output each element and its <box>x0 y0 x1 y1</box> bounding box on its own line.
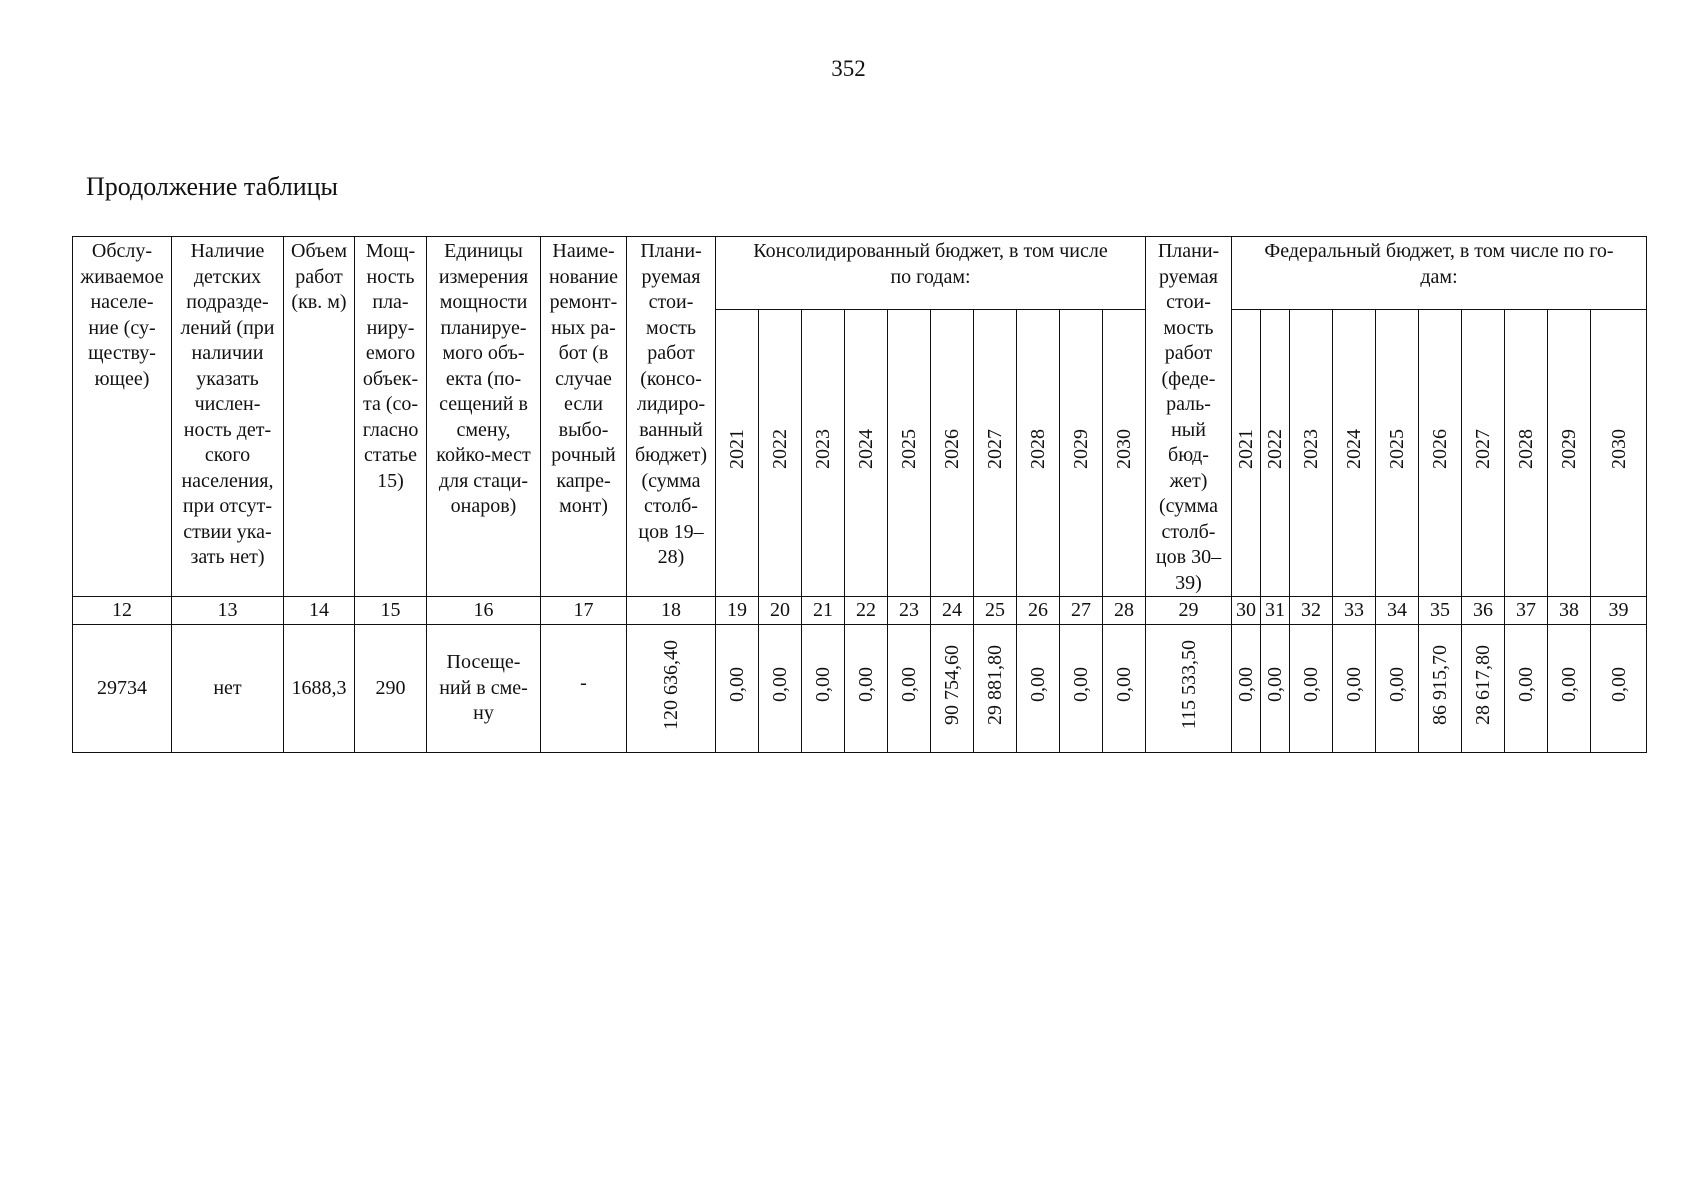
cell-consolidated-year <box>1060 625 1103 753</box>
column-number: 34 <box>1376 597 1419 625</box>
column-number: 25 <box>974 597 1017 625</box>
header-consolidated-year <box>1060 310 1103 597</box>
header-consolidated-total-text: Плани- руемая стои- мость работ (консо- лидиро- ванный бюджет) (сумма столб- цов 19– 28) <box>634 240 708 568</box>
header-children-units-text: Наличие детских подразде- лений (при наличии указать числен- ность дет- ского населения, при отсут- ствии ука- зать нет) <box>180 240 275 568</box>
header-consolidated-group-text: Консолидированный бюджет, в том числе по годам: <box>753 240 1108 288</box>
header-consolidated-year <box>845 310 888 597</box>
year-label: 2025 <box>1386 429 1408 470</box>
header-federal-total <box>1146 237 1232 597</box>
cell-capacity-units-text: Посеще- ний в сме- ну <box>439 651 528 725</box>
header-consolidated-year <box>1103 310 1146 597</box>
column-number-row <box>73 597 1647 625</box>
header-consolidated-year <box>759 310 802 597</box>
header-population-text: Обслу- живаемое населе- ние (су- ществу- ющее) <box>80 240 164 390</box>
column-number: 18 <box>627 597 716 625</box>
amount-value: 29 881,80 <box>984 644 1006 725</box>
year-label: 2027 <box>1472 429 1494 470</box>
header-federal-year <box>1290 310 1333 597</box>
amount-value: 0,00 <box>1070 667 1092 703</box>
year-label: 2026 <box>941 429 963 470</box>
column-number: 33 <box>1333 597 1376 625</box>
cell-consolidated-year <box>974 625 1017 753</box>
column-number: 21 <box>802 597 845 625</box>
column-number: 26 <box>1017 597 1060 625</box>
cell-consolidated-total <box>627 625 716 753</box>
column-number: 16 <box>427 597 541 625</box>
header-federal-group <box>1232 237 1647 310</box>
header-federal-year <box>1376 310 1419 597</box>
year-label: 2021 <box>726 429 748 470</box>
column-number: 32 <box>1290 597 1333 625</box>
column-number: 20 <box>759 597 802 625</box>
cell-federal-year <box>1505 625 1548 753</box>
amount-value: 0,00 <box>769 667 791 703</box>
header-federal-year <box>1505 310 1548 597</box>
year-label: 2023 <box>1300 429 1322 470</box>
amount-value: 0,00 <box>1235 667 1257 703</box>
column-number: 28 <box>1103 597 1146 625</box>
header-consolidated-year <box>716 310 759 597</box>
cell-federal-year <box>1419 625 1462 753</box>
year-label: 2023 <box>812 429 834 470</box>
column-number: 36 <box>1462 597 1505 625</box>
cell-consolidated-year <box>888 625 931 753</box>
cell-volume: 1688,3 <box>284 625 355 753</box>
header-volume <box>284 237 355 597</box>
year-label: 2025 <box>898 429 920 470</box>
year-label: 2028 <box>1515 429 1537 470</box>
table-caption: Продолжение таблицы <box>86 172 338 201</box>
cell-consolidated-year <box>759 625 802 753</box>
cell-capacity-units <box>427 625 541 753</box>
amount-value: 0,00 <box>855 667 877 703</box>
year-label: 2021 <box>1235 429 1257 470</box>
cell-federal-year <box>1232 625 1261 753</box>
amount-value: 0,00 <box>1515 667 1537 703</box>
cell-federal-year <box>1548 625 1591 753</box>
column-number: 15 <box>355 597 427 625</box>
amount-value: 0,00 <box>1558 667 1580 703</box>
column-number: 38 <box>1548 597 1591 625</box>
header-federal-total-text: Плани- руемая стои- мость работ (феде- раль- ный бюд- жет) (сумма столб- цов 30– 39) <box>1155 240 1222 594</box>
header-capacity-units-text: Единицы измерения мощности планируе- мого объ- екта (по- сещений в смену, койко-мест для стаци- онаров) <box>436 240 531 517</box>
year-label: 2022 <box>1264 429 1286 470</box>
year-label: 2024 <box>1343 429 1365 470</box>
header-row-1 <box>73 237 1647 310</box>
amount-value: 0,00 <box>898 667 920 703</box>
header-repair-name <box>541 237 627 597</box>
column-number: 39 <box>1591 597 1647 625</box>
cell-federal-year <box>1462 625 1505 753</box>
cell-federal-year <box>1591 625 1647 753</box>
header-consolidated-group <box>716 237 1146 310</box>
amount-value: 0,00 <box>1027 667 1049 703</box>
cell-capacity: 290 <box>355 625 427 753</box>
column-number: 14 <box>284 597 355 625</box>
page-number: 352 <box>831 56 866 81</box>
year-label: 2029 <box>1558 429 1580 470</box>
federal-total-value: 115 533,50 <box>1177 640 1200 730</box>
cell-consolidated-year <box>1017 625 1060 753</box>
column-number: 31 <box>1261 597 1290 625</box>
cell-federal-year <box>1290 625 1333 753</box>
year-label: 2028 <box>1027 429 1049 470</box>
header-consolidated-year <box>888 310 931 597</box>
column-number: 29 <box>1146 597 1232 625</box>
column-number: 24 <box>931 597 974 625</box>
cell-consolidated-year <box>845 625 888 753</box>
column-number: 12 <box>73 597 172 625</box>
amount-value: 0,00 <box>1264 667 1286 703</box>
cell-federal-year <box>1376 625 1419 753</box>
consolidated-total-value: 120 636,40 <box>660 639 682 730</box>
header-consolidated-total <box>627 237 716 597</box>
year-label: 2030 <box>1607 429 1630 470</box>
column-number: 30 <box>1232 597 1261 625</box>
column-number: 13 <box>172 597 284 625</box>
header-repair-name-text: Наиме- нование ремонт- ных ра- бот (в случае если выбо- рочный капре- монт) <box>548 240 619 517</box>
amount-value: 86 915,70 <box>1429 644 1451 725</box>
cell-consolidated-year <box>716 625 759 753</box>
amount-value: 90 754,60 <box>941 644 963 725</box>
cell-federal-total <box>1146 625 1232 753</box>
amount-value: 0,00 <box>1607 667 1630 703</box>
header-federal-year <box>1261 310 1290 597</box>
column-number: 35 <box>1419 597 1462 625</box>
cell-consolidated-year <box>802 625 845 753</box>
column-number: 23 <box>888 597 931 625</box>
cell-consolidated-year <box>931 625 974 753</box>
header-children-units <box>172 237 284 597</box>
budget-table <box>72 236 1647 753</box>
header-federal-year <box>1548 310 1591 597</box>
column-number: 37 <box>1505 597 1548 625</box>
cell-population: 29734 <box>73 625 172 753</box>
amount-value: 0,00 <box>1386 667 1408 703</box>
year-label: 2027 <box>984 429 1006 470</box>
year-label: 2024 <box>855 429 877 470</box>
header-consolidated-year <box>1017 310 1060 597</box>
header-consolidated-year <box>974 310 1017 597</box>
amount-value: 0,00 <box>726 667 748 703</box>
header-population <box>73 237 172 597</box>
amount-value: 0,00 <box>812 667 834 703</box>
amount-value: 0,00 <box>1343 667 1365 703</box>
cell-federal-year <box>1261 625 1290 753</box>
column-number: 19 <box>716 597 759 625</box>
year-label: 2026 <box>1429 429 1451 470</box>
cell-children: нет <box>172 625 284 753</box>
year-label: 2022 <box>769 429 791 470</box>
cell-consolidated-year <box>1103 625 1146 753</box>
year-label: 2030 <box>1113 429 1135 470</box>
cell-repair-name: - <box>541 625 627 753</box>
header-federal-year <box>1333 310 1376 597</box>
column-number: 17 <box>541 597 627 625</box>
header-federal-year <box>1462 310 1505 597</box>
header-federal-year <box>1419 310 1462 597</box>
amount-value: 0,00 <box>1300 667 1322 703</box>
header-capacity <box>355 237 427 597</box>
column-number: 22 <box>845 597 888 625</box>
header-federal-year <box>1591 310 1647 597</box>
header-federal-year <box>1232 310 1261 597</box>
header-capacity-text: Мощ- ность пла- ниру- емого объек- та (со- гласно статье 15) <box>362 240 419 492</box>
amount-value: 0,00 <box>1113 667 1135 703</box>
amount-value: 28 617,80 <box>1472 644 1494 725</box>
header-consolidated-year <box>802 310 845 597</box>
cell-federal-year <box>1333 625 1376 753</box>
header-capacity-units <box>427 237 541 597</box>
header-volume-text: Объем работ (кв. м) <box>291 240 347 313</box>
header-consolidated-year <box>931 310 974 597</box>
year-label: 2029 <box>1070 429 1092 470</box>
header-federal-group-text: Федеральный бюджет, в том числе по го- дам: <box>1264 240 1614 288</box>
table-row <box>73 625 1647 753</box>
column-number: 27 <box>1060 597 1103 625</box>
